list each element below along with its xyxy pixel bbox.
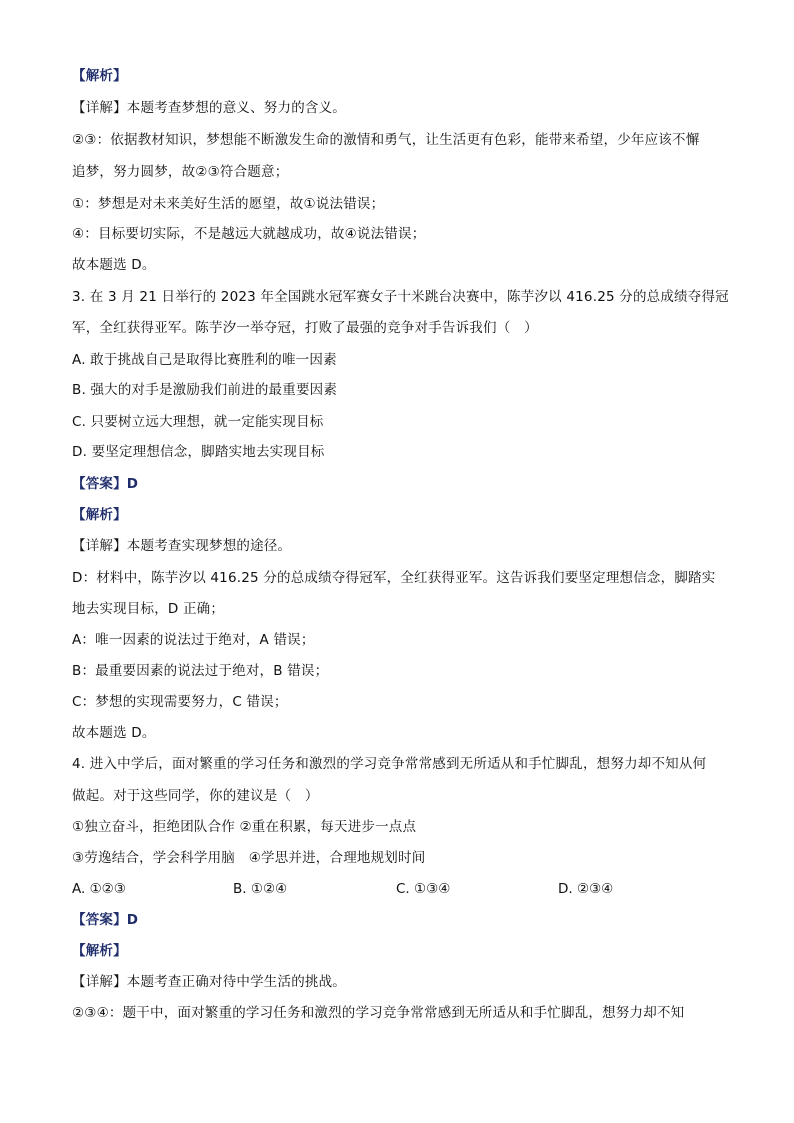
conclusion-line: 故本题选 D。 (72, 725, 156, 741)
explanation-line: D：材料中，陈芋汐以 416.25 分的总成绩夺得冠军，全红获得亚军。这告诉我们要坚定理想信念，脚踏实 (72, 570, 716, 586)
analysis-label: 【解析】 (72, 507, 127, 523)
explanation-line: 【详解】本题考查正确对待中学生活的挑战。 (72, 974, 346, 990)
explanation-line: ②③：依据教材知识，梦想能不断激发生命的激情和勇气，让生活更有色彩，能带来希望，少年应该不懈 (72, 132, 700, 148)
question-3-option-d: D. 要坚定理想信念，脚踏实地去实现目标 (72, 444, 325, 460)
question-4-option-b: B. ①②④ (233, 881, 288, 897)
question-4-option-d: D. ②③④ (558, 881, 614, 897)
question-4-stem: 做起。对于这些同学，你的建议是（ ） (72, 788, 319, 804)
explanation-line: 追梦，努力圆梦，故②③符合题意； (72, 164, 289, 180)
answer-label: 【答案】D (72, 476, 139, 492)
question-3-stem: 3. 在 3 月 21 日举行的 2023 年全国跳水冠军赛女子十米跳台决赛中，陈芋汐以 416.25 分的总成绩夺得冠 (72, 289, 729, 305)
question-4-stem: 4. 进入中学后，面对繁重的学习任务和激烈的学习竞争常常感到无所适从和手忙脚乱，想努力却不知从何 (72, 756, 707, 772)
question-4-option-c: C. ①③④ (396, 881, 451, 897)
question-3-option-b: B. 强大的对手是激励我们前进的最重要因素 (72, 382, 338, 398)
question-3-option-c: C. 只要树立远大理想，就一定能实现目标 (72, 414, 324, 430)
explanation-line: A：唯一因素的说法过于绝对，A 错误； (72, 632, 315, 648)
question-4-option-a: A. ①②③ (72, 881, 126, 897)
explanation-line: ④：目标要切实际，不是越远大就越成功，故④说法错误； (72, 226, 426, 242)
answer-label: 【答案】D (72, 912, 139, 928)
conclusion-line: 故本题选 D。 (72, 257, 156, 273)
question-3-option-a: A. 敢于挑战自己是取得比赛胜利的唯一因素 (72, 352, 337, 368)
explanation-line: ②③④：题干中，面对繁重的学习任务和激烈的学习竞争常常感到无所适从和手忙脚乱，想努力却不知 (72, 1005, 685, 1021)
explanation-line: C：梦想的实现需要努力，C 错误； (72, 694, 288, 710)
explanation-line: B：最重要因素的说法过于绝对，B 错误； (72, 663, 329, 679)
question-4-statements: ③劳逸结合，学会科学用脑 ④学思并进，合理地规划时间 (72, 850, 426, 866)
explanation-line: ①：梦想是对未来美好生活的愿望，故①说法错误； (72, 196, 385, 212)
explanation-line: 【详解】本题考查梦想的意义、努力的含义。 (72, 100, 346, 116)
explanation-line: 地去实现目标，D 正确； (72, 601, 225, 617)
question-4-statements: ①独立奋斗，拒绝团队合作 ②重在积累，每天进步一点点 (72, 819, 417, 835)
explanation-line: 【详解】本题考查实现梦想的途径。 (72, 538, 292, 554)
analysis-label: 【解析】 (72, 68, 127, 84)
analysis-label: 【解析】 (72, 943, 127, 959)
question-3-stem: 军，全红获得亚军。陈芋汐一举夺冠，打败了最强的竞争对手告诉我们（ ） (72, 320, 538, 336)
